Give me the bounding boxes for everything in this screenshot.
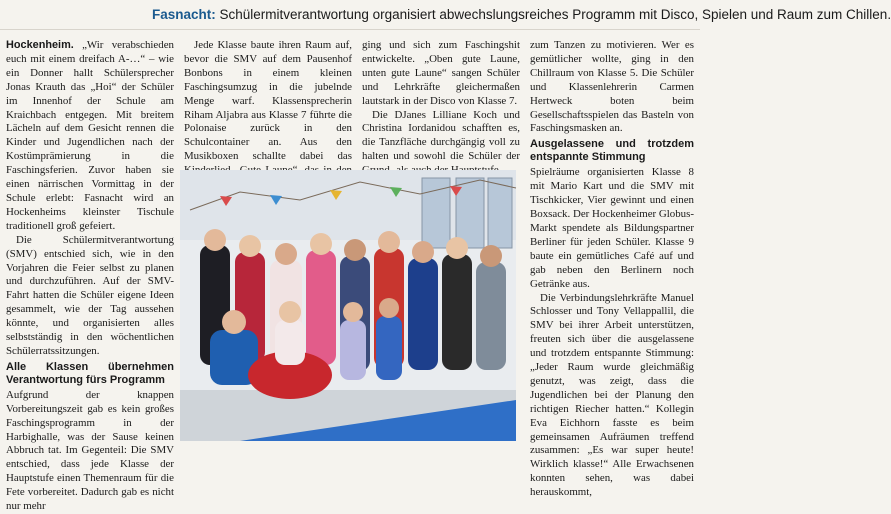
paragraph: Jede Klasse baute ihren Raum auf, bevor die SMV auf dem Pausenhof Bonbons in einem kleinen Faschingsumzug in die jubelnde Menge warf. Klassensprecherin Riham Aljabra aus Klasse 7 führte die Polonaise zurück in den Schulcontainer an. Aus den Musikboxen schallte dabei das (184, 39, 352, 163)
paragraph: Die Schülermitverantwortung (SMV) entschied sich, wie in den Vorjahren die Feier selbst zu planen und durchzuführen. Auf der SMV-Fahrt hatten die Schüler eigene Ideen gesammelt, wie der Tag aussehen könnte, und organisierten alles selbstständig in den wöchentlichen Schülerratssitzungen. (6, 233, 174, 357)
paragraph: ging und sich zum Faschingshit entwickelte. „Oben gute Laune, unten gute Laune“ sangen Schüler und Lehrkräfte gleichermaßen lautstark in der Disco von Klasse 7. (362, 39, 520, 107)
paragraph: zum Tanzen zu motivieren. Wer es gemütlicher wollte, ging in den Chillraum von Klasse 5. Die Schüler und Klassenlehrerin Carmen Hertweck boten beim Gesellschaftsspielen das Basteln von Faschingsmasken an. (530, 39, 694, 135)
headline-kicker: Fasnacht: (152, 7, 216, 22)
subheading: Ausgelassene und trotzdem entspannte Stimmung (530, 138, 694, 164)
article-column-3 (362, 39, 520, 178)
paragraph: Die Verbindungslehrkräfte Manuel Schlosser und Tony Vellappallil, die SMV bei ihrer Arbeit unterstützen, freuten sich über die ausgelassene und trotzdem entspannte Stimmung: „Jeder Raum wurde gleichmäßig genutzt, was zeigt, dass die Jugendlichen bei der Planung den richtigen Riecher hatten.“ Kollegin Eva Eichhorn fasste es beim gemeinsamen Aufräumen treffend zusammen: „Es war super heute! Wirklich klasse!“ Alle Erwachsenen konnten sehen, was dabei herauskommt, (530, 291, 694, 499)
paragraph (6, 39, 174, 234)
article-column-4 (530, 39, 694, 500)
photo-illustration (180, 170, 516, 441)
article-column-1 (6, 39, 174, 514)
paragraph-text: „Wir verabschieden euch mit einem dreifach A-…“ – wie ein Donner hallt Schülersprecher Jonas Krauth das „Hoi“ der Schüler im Innenhof der Schule am Kraichbach entgegen. Mit breitem Lächeln auf dem Gesicht rennen die Kinder und Jugendlichen nach der Kostümprämierung in die Faschingsferien. Zuvor haben sie einen närrischen Vormittag in der Schule erlebt: Fasnacht wird an Hockenheims kleinster Tischule traditionell groß gefeiert. (6, 39, 174, 232)
paragraph: Spielräume organisierten Klasse 8 mit Mario Kart und die SMV mit Tischkicker, Vier gewinnt und einen Boxsack. Der Hockenheimer Globus-Markt spendete als Bildungspartner Berliner für jeden Schüler. Klasse 9 baute ein gemütliches Café auf und gab neben den Berlinern noch Getränke aus. (530, 166, 694, 290)
paragraph: Aufgrund der knappen Vorbereitungszeit gab es kein großes Faschingsprogramm in der Harbighalle, was der Sause keinen Abbruch tat. Im Gegenteil: Die SMV entschied, dass jede Klasse der Hauptstufe einen Themenraum für die Fete vorbereitet. Dadurch gab es nicht nur mehr (6, 388, 174, 513)
dateline: Hockenheim. (6, 39, 74, 51)
subheading: Alle Klassen übernehmen Verantwortung fürs Programm (6, 360, 174, 386)
group-photo (180, 170, 516, 441)
article-headline (0, 0, 891, 30)
headline-title: Schülermitverantwortung organisiert abwechslungsreiches Programm mit Disco, Spielen und Raum zum Chillen. (219, 7, 891, 22)
paragraph: Die DJanes Lilliane Koch und Christina Iordanidou schafften es, die Tanzfläche durchgängig voll zu halten und sowohl die Schüler der (362, 108, 520, 163)
